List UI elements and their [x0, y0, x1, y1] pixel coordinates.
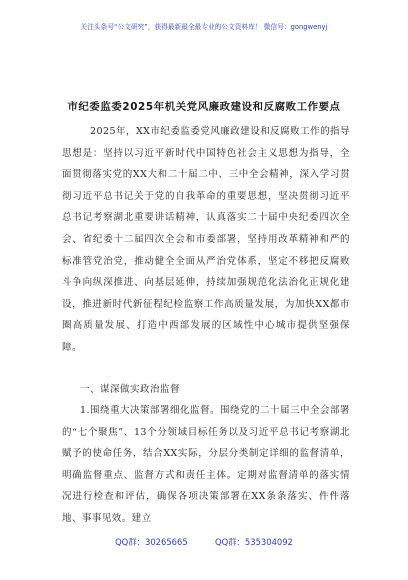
footer-contact [0, 536, 408, 548]
footer-qq-group-1[interactable]: QQ群：30265665 [115, 537, 188, 547]
paragraph-guiding-thought: 2025年，XX市纪委监委党风廉政建设和反腐败工作的指导思想是：坚持以习近平新时代中国特色社会主义思想为指导，全面贯彻落实党的XX大和二十届二中、三中全会精神，深入学习贯彻习近平总书记关于党的自我革命的重要思想，坚决贯彻习近平总书记考察湖北重要讲话精神，认真落实二十届中央纪委四次全会、省纪委十二届四次全会和市委部署，坚持用改革精神和严的标准管党治党，推动健全全面从严治党体系，坚定不移把反腐败斗争向纵深推进、向基层延伸，持续加强规范化法治化正规化建设，推进新时代新征程纪检监察工作高质量发展，为加快XX都市圈高质量发展、打造中西部发展的区域性中心城市提供坚强保障。 [62, 126, 350, 353]
section-heading-political-supervision: 一、谋深做实政治监督 [80, 384, 181, 395]
footer-qq-group-2[interactable]: QQ群：535304092 [215, 537, 293, 547]
paragraph-decision-supervision: 1.围绕重大决策部署细化监督。围绕党的二十届三中全会部署的“七个聚焦”、13个分领域目标任务以及习近平总书记考察湖北赋予的使命任务，结合XX实际，分层分类制定详细的监督清单，明确监督重点、监督方式和责任主体。定期对监督清单的落实情况进行检查和评估，确保各项决策部署在XX条条落实、件件落地、事事见效。建立 [62, 405, 350, 524]
document-title: 市纪委监委2025年机关党风廉政建设和反腐败工作要点 [67, 101, 341, 113]
header-notice[interactable]: 关注头条号“公文研究”，获得最新最全最专业的公文资料库！ 微信号：gongwenyj [80, 23, 328, 31]
